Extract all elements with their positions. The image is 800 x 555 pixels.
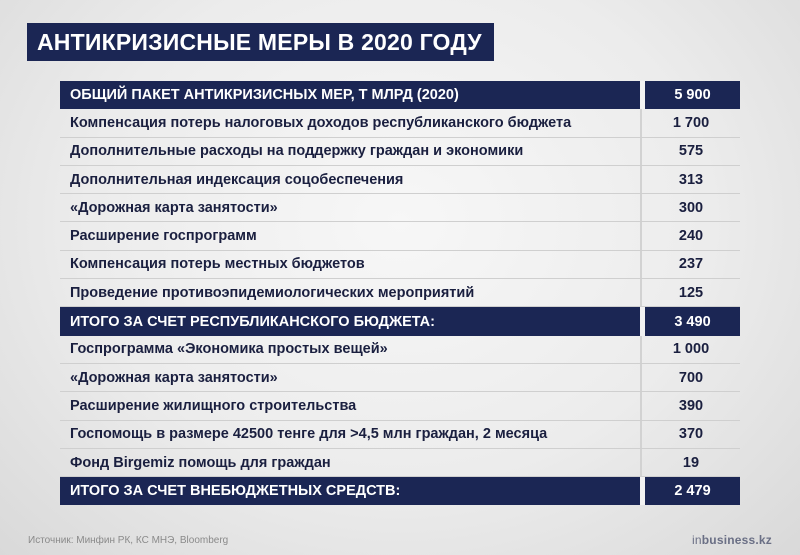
row-value: 313 bbox=[640, 166, 740, 193]
total-row bbox=[60, 307, 740, 335]
row-value: 700 bbox=[640, 364, 740, 391]
row-label: ИТОГО ЗА СЧЕТ ВНЕБЮДЖЕТНЫХ СРЕДСТВ: bbox=[60, 477, 640, 505]
table-row bbox=[60, 138, 740, 166]
row-value: 240 bbox=[640, 222, 740, 249]
row-label: Госпрограмма «Экономика простых вещей» bbox=[70, 341, 388, 358]
brand-prefix: in bbox=[692, 533, 702, 547]
total-row bbox=[60, 81, 740, 109]
row-label: Дополнительные расходы на поддержку граждан и экономики bbox=[70, 143, 524, 160]
row-value: 3 490 bbox=[640, 307, 740, 335]
row-value: 1 700 bbox=[640, 109, 740, 136]
table-row bbox=[60, 166, 740, 194]
table-row bbox=[60, 251, 740, 279]
row-label: Компенсация потерь местных бюджетов bbox=[70, 256, 365, 273]
row-label: ИТОГО ЗА СЧЕТ РЕСПУБЛИКАНСКОГО БЮДЖЕТА: bbox=[60, 307, 640, 335]
row-value: 19 bbox=[640, 449, 740, 476]
row-value: 2 479 bbox=[640, 477, 740, 505]
row-label: «Дорожная карта занятости» bbox=[70, 199, 278, 216]
table-row bbox=[60, 109, 740, 137]
row-label: «Дорожная карта занятости» bbox=[70, 369, 278, 386]
table-row bbox=[60, 392, 740, 420]
brand-suffix: business.kz bbox=[701, 533, 772, 547]
row-label: ОБЩИЙ ПАКЕТ АНТИКРИЗИСНЫХ МЕР, Т МЛРД (2020) bbox=[60, 81, 640, 109]
row-value: 575 bbox=[640, 138, 740, 165]
row-value: 237 bbox=[640, 251, 740, 278]
row-label: Госпомощь в размере 42500 тенге для >4,5 млн граждан, 2 месяца bbox=[70, 426, 548, 443]
row-value: 125 bbox=[640, 279, 740, 306]
table-row bbox=[60, 279, 740, 307]
row-value: 300 bbox=[640, 194, 740, 221]
row-value: 1 000 bbox=[640, 336, 740, 363]
table-row bbox=[60, 449, 740, 477]
table-row bbox=[60, 364, 740, 392]
table-row bbox=[60, 336, 740, 364]
table-row bbox=[60, 421, 740, 449]
brand-logo bbox=[692, 533, 772, 547]
measures-table bbox=[60, 81, 740, 505]
row-value: 370 bbox=[640, 421, 740, 448]
row-label: Расширение госпрограмм bbox=[70, 228, 257, 245]
total-row bbox=[60, 477, 740, 505]
row-value: 5 900 bbox=[640, 81, 740, 109]
page-title: АНТИКРИЗИСНЫЕ МЕРЫ В 2020 ГОДУ bbox=[27, 23, 494, 61]
row-label: Дополнительная индексация соцобеспечения bbox=[70, 171, 404, 188]
row-label: Компенсация потерь налоговых доходов республиканского бюджета bbox=[70, 114, 572, 131]
source-note: Источник: Минфин РК, КС МНЭ, Bloomberg bbox=[28, 535, 229, 546]
table-row bbox=[60, 222, 740, 250]
row-label: Расширение жилищного строительства bbox=[70, 397, 357, 414]
row-value: 390 bbox=[640, 392, 740, 419]
row-label: Проведение противоэпидемиологических мероприятий bbox=[70, 284, 475, 301]
row-label: Фонд Birgemiz помощь для граждан bbox=[70, 454, 331, 471]
table-row bbox=[60, 194, 740, 222]
